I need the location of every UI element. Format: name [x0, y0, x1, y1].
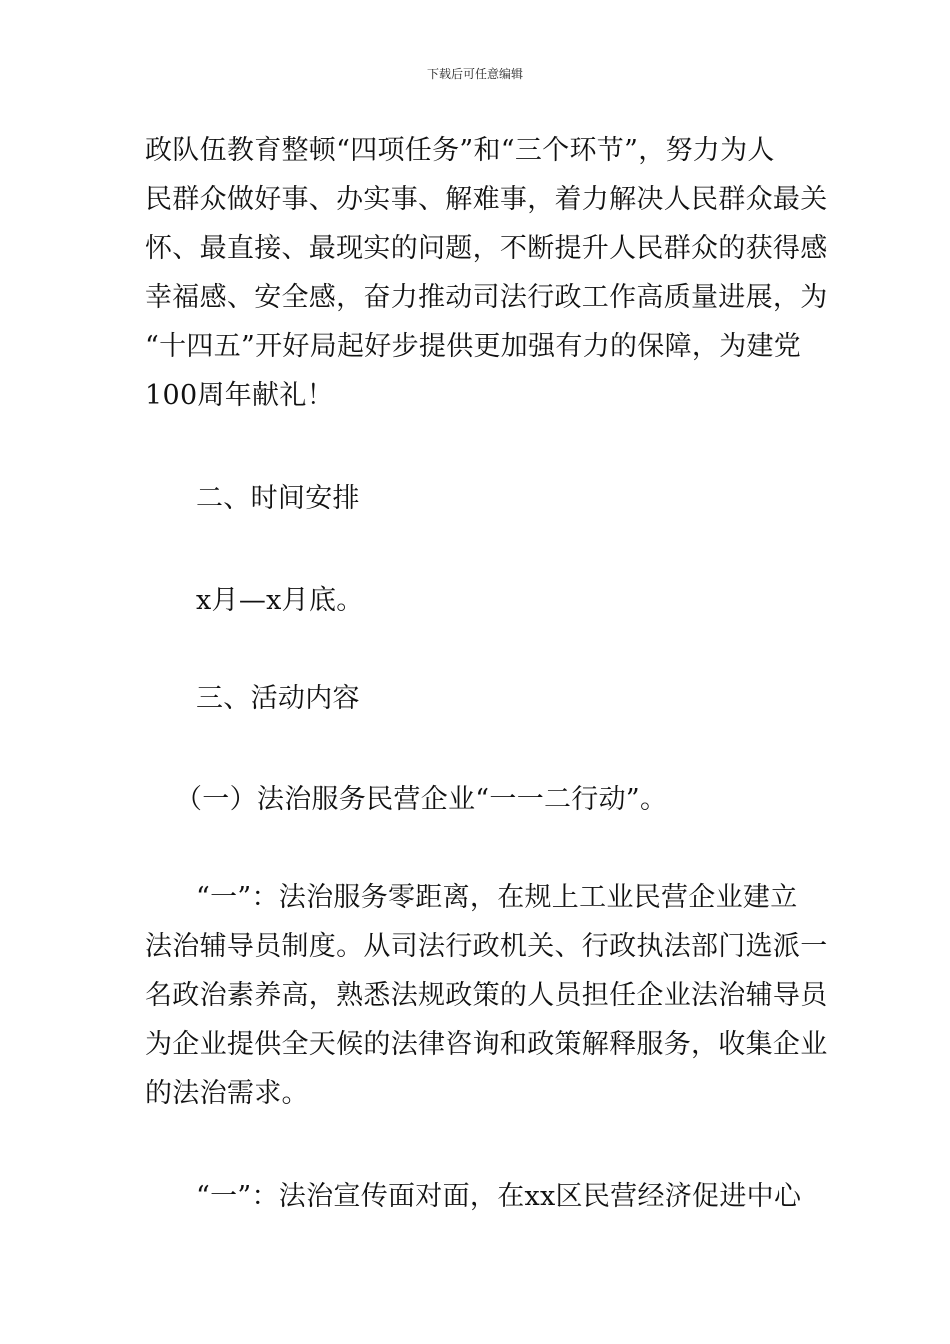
text-line: 的法治需求。	[145, 1078, 309, 1109]
time-range-text: x月—x月底。	[196, 585, 364, 616]
text-line: 怀、最直接、最现实的问题，不断提升人民群众的获得感	[145, 233, 828, 264]
schedule-time-range	[145, 576, 861, 625]
text-line: 为企业提供全天候的法律咨询和政策解释服务，收集企业	[145, 1029, 828, 1060]
text-line: “一”：法治服务零距离，在规上工业民营企业建立	[196, 882, 798, 913]
text-line: 民群众做好事、办实事、解难事，着力解决人民群众最关	[145, 184, 828, 215]
paragraph-legal-service	[145, 873, 828, 1118]
text-line: 法治辅导员制度。从司法行政机关、行政执法部门选派一	[145, 931, 828, 962]
text-line: 政队伍教育整顿“四项任务”和“三个环节”，努力为人	[145, 135, 775, 166]
heading-text: 三、活动内容	[196, 683, 360, 714]
text-line: “十四五”开好局起好步提供更加强有力的保障，为建党	[145, 331, 802, 362]
subheading-text: （一）法治服务民营企业“一一二行动”。	[175, 784, 668, 815]
text-line: 100周年献礼！	[145, 380, 334, 411]
text-line: 名政治素养高，熟悉法规政策的人员担任企业法治辅导员	[145, 980, 828, 1011]
page-header: 下载后可任意编辑	[426, 67, 523, 81]
heading-text: 二、时间安排	[196, 483, 360, 514]
sub-heading-private-enterprise	[145, 775, 840, 824]
paragraph-intro-continued	[145, 126, 828, 420]
section-heading-activities	[145, 674, 861, 723]
text-line: 幸福感、安全感，奋力推动司法行政工作高质量进展，为	[145, 282, 828, 313]
paragraph-legal-publicity	[145, 1172, 810, 1221]
section-heading-schedule	[145, 474, 861, 523]
text-line: “一”：法治宣传面对面，在xx区民营经济促进中心	[196, 1181, 802, 1212]
